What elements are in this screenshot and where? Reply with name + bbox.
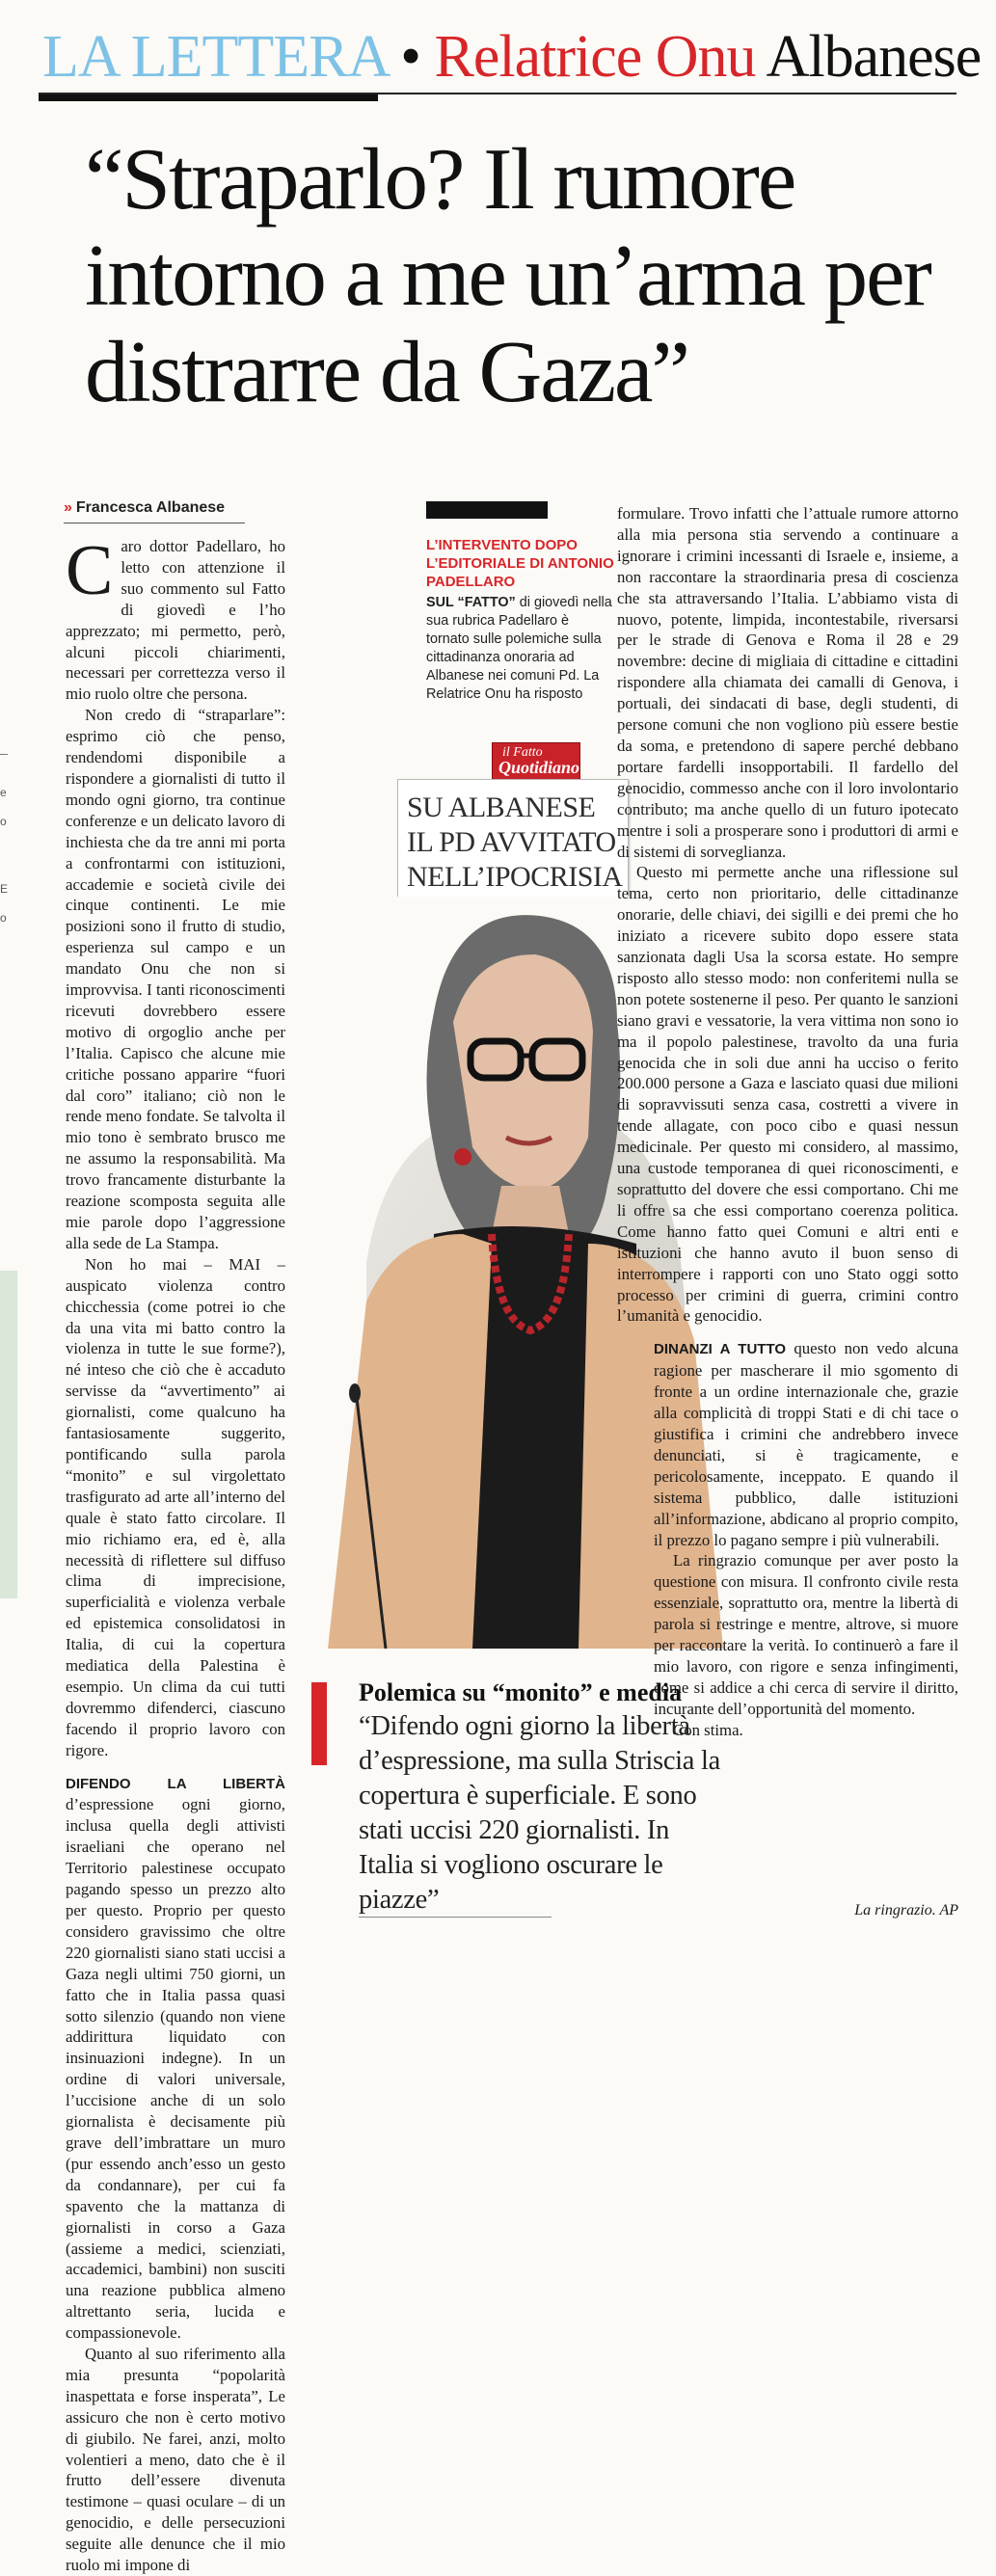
paragraph [66, 1773, 285, 2344]
paragraph-lead: DINANZI A TUTTO [654, 1341, 786, 1358]
paragraph [66, 531, 285, 705]
chevron-right-icon: » [64, 499, 72, 516]
paragraph: Con stima. [673, 1720, 743, 1739]
header-rule-thick [39, 94, 378, 101]
adjacent-page-image [0, 1271, 17, 1598]
pullquote-text: “Difendo ogni giorno la libertà d’espressione, ma sulla Striscia la copertura è superficiale. E sono stati uccisi 220 giornalisti. In Italia si vogliono oscurare le piazze” [359, 1711, 720, 1915]
paragraph-lead: DIFENDO LA LIBERTÀ [66, 1775, 285, 1792]
paragraph: formulare. Trovo infatti che l’attuale rumore attorno alla mia persona stia servendo a continuare a ignorare i crimini incessanti di Israele e, insieme, a non raccontare la straordinaria presa di coscienza che sta attraversando l’Italia. L’abbiamo vista di nuovo, potente, limpida, incontestabile, riversarsi per le strade di Genova e Roma il 28 e 29 novembre: decine di migliaia di cittadine e cittadini rispondere alla chiamata dei camalli di Genova, i portuali, dei sindacati di base, degli studenti, di persone comuni che non vogliono più essere bestie da soma, e pretendono di sapere perché debbano portare fardelli insopportabili. Il fardello del genocidio, commesso anche con il loro involontario contributo; ma anche quello di un futuro ipotecato mentre i soli a prosperare sono i produttori di armi e di sistemi di sorveglianza. [617, 504, 958, 861]
paragraph-text: d’espressione ogni giorno, inclusa quella degli attivisti israeliani che operano nel Territorio palestinese occupato pagando spesso un prezzo alto per questo. Proprio per questo considero gravissimo che oltre 220 giornalisti siano stati uccisi a Gaza negli ultimi 750 giorni, un fatto che in Italia passa quasi sotto silenzio (quando non viene addirittura liquidato con insinuazioni indegne). In un ordine di valori universale, l’uccisione anche di un solo giornalista è decisamente più grave dell’imbrattare un muro (pur essendo anch’esso un gesto da condannare), per cui fa spavento che la mattanza di giornalisti in corso a Gaza (assieme a medici, scienziati, accademici, bambini) non susciti una reazione pubblica almeno altrettanto seria, lucida e compassionevole. [66, 1795, 285, 2343]
logo-line-1: il Fatto [502, 745, 543, 760]
kicker-separator: • [386, 24, 435, 90]
adjacent-page-text: e [0, 786, 7, 799]
article-column-1 [66, 531, 285, 2575]
sidebar-kicker: L’INTERVENTO DOPO L’EDITORIALE DI ANTONIO PADELLARO [426, 537, 614, 590]
sidebar-black-bar [426, 501, 548, 519]
paragraph-text: aro dottor Padellaro, ho letto con attenzione il suo commento sul Fatto di giovedì e l’ho apprezzato; mi permetto, però, alcuni piccoli chiarimenti, necessari per correttezza verso il mio ruolo oltre che persona. [66, 537, 285, 704]
paragraph: Non credo di “straparlare”: esprimo ciò che penso, rendendomi disponibile a rispondere a giornalisti di tutto il mondo ogni giorno, tra continue conferenze e un delicato lavoro di inchiesta che da tre anni mi porta a confrontarmi con istituzioni, accademie e società civile dei cinque continenti. Le mie posizioni sono il frutto di studio, esperienza sul campo e un mandato Onu che non si improvvisa. I tanti riconoscimenti ricevuti dovrebbero essere motivo di orgoglio anche per l’Italia. Capisco che alcune mie critiche possano apparire “fuori dal coro” italiano; ciò non le rende meno fondate. Se talvolta il mio tono è sembrato brusco me ne assumo la responsabilità. Ma trovo francamente disturbante la reazione scomposta seguita alle mie parole dopo l’aggressione alla sede de La Stampa. [66, 706, 285, 1252]
pullquote-title: Polemica su “monito” e media [359, 1678, 683, 1706]
sidebar-body [426, 594, 615, 704]
newspaper-logo [492, 742, 580, 781]
adjacent-page-text: o [0, 911, 7, 925]
section-kicker [42, 17, 982, 96]
paragraph: Questo mi permette anche una riflessione sul tema, certo non prioritario, delle cittadinanze onorarie, delle chiavi, dei sigilli e dei premi che ho iniziato a ricevere subito dopo essere stata sanzionata dagli Usa la scorsa estate. Ho sempre risposto allo stesso modo: non conferitemi nulla se non potete sostenerne il peso. Per quanto le sanzioni siano gravi e vessatorie, la vera vittima non sono io ma il popolo palestinese, travolto da una furia genocida che in soli due anni ha ucciso o ferito 200.000 persone a Gaza e lasciato quasi due milioni di sopravvissuti senza casa, costretti a vivere in tende allagate, con poco cibo e quasi nessun medicinale. Per questo mi considero, al massimo, una custode temporanea di quei riconoscimenti, e soprattutto del dovere che essi comportano. Chi me li offre sa che essi comportano coerenza politica. Come hanno fatto quei Comuni e altri enti e istituzioni che hanno avuto il buon senso di interrompere i rapporti con uno Stato oggi sotto processo per crimini di guerra, crimini contro l’umanità e genocidio. [617, 863, 958, 1326]
kicker-section: LA LETTERA [42, 24, 387, 90]
sidebar-lead: SUL “FATTO” [426, 595, 516, 610]
logo-line-2: Quotidiano [498, 758, 580, 777]
kicker-name: Albanese [755, 24, 982, 90]
paragraph: Quanto al suo riferimento alla mia presunta “popolarità inaspettata e forse insperata”, Le assicuro che non è certo motivo di giubilo. Ne farei, anzi, molto volentieri a meno, dato che è il frutto dell’essere divenuta testimone – quasi oculare – di un genocidio, e delle persecuzioni seguite alle denunce che il mio ruolo mi impone di [66, 2345, 285, 2575]
byline [64, 499, 247, 523]
kicker-topic: Relatrice Onu [434, 24, 756, 90]
sidebar-text: di giovedì nella sua rubrica Padellaro è tornato sulle polemiche sulla cittadinanza onoraria ad Albanese nei comuni Pd. La Relatrice Onu ha risposto [426, 595, 612, 702]
paragraph [654, 1338, 958, 1550]
pullquote-rule [359, 1917, 552, 1918]
adjacent-page-text: E [0, 882, 9, 896]
paragraph-text: questo non vedo alcuna ragione per mascherare il mio sgomento di fronte a un ordine internazionale che, grazie alla complicità di troppi Stati e di chi tace o giustifica i crimini che andrebbero invece denunciati, si è tragicamente, e pericolosamente, inceppato. E quando il sistema pubblico, dalle istituzioni all’informazione, abdicano al proprio compito, il prezzo lo pagano sempre i più vulnerabili. [654, 1339, 958, 1549]
adjacent-page-rule [0, 754, 8, 755]
drop-cap: C [66, 531, 114, 610]
adjacent-page-text: o [0, 815, 7, 828]
paragraph: La ringrazio comunque per aver posto la questione con misura. Il confronto civile resta essenziale, soprattutto ora, mentre la libertà di parola si restringe e mentre, altrove, si muore per raccontare la verità. Io continuerò a fare il mio lavoro, con rigore e senza infingimenti, come si addice a chi cerca di servire il diritto, incurante dell’opportunità del momento. [654, 1551, 958, 1718]
paragraph: Non ho mai – MAI – auspicato violenza contro chicchessia (come potrei io che da una vita mi batto contro la violenza in tutte le sue forme?), né inteso che ciò che è accaduto servisse da “avvertimento” ai giornalisti, come qualcuno ha fantasiosamente suggerito, pontificando sulla parola “monito” e sul virgolettato trasfigurato ad arte all’interno del quale è stato fatto circolare. Il mio richiamo era, ed è, alla necessità di riflettere sul diffuso clima di imprecisione, superficialità e violenza verbale ed epistemica consolidatosi in Italia, di cui la copertura mediatica della Palestina è esempio. Un clima da cui tutti dovremmo difenderci, ciascuno facendo il proprio lavoro con rigore. [66, 1254, 285, 1759]
clipping-headline: SU ALBANESE IL PD AVVITATO NELL’IPOCRISIA [407, 792, 623, 893]
headline: “Straparlo? Il rumore intorno a me un’arma per distrarre da Gaza” [85, 130, 930, 420]
pullquote-bar [311, 1682, 327, 1765]
byline-author: Francesca Albanese [75, 499, 226, 516]
signature: La ringrazio. AP [854, 1902, 958, 1919]
